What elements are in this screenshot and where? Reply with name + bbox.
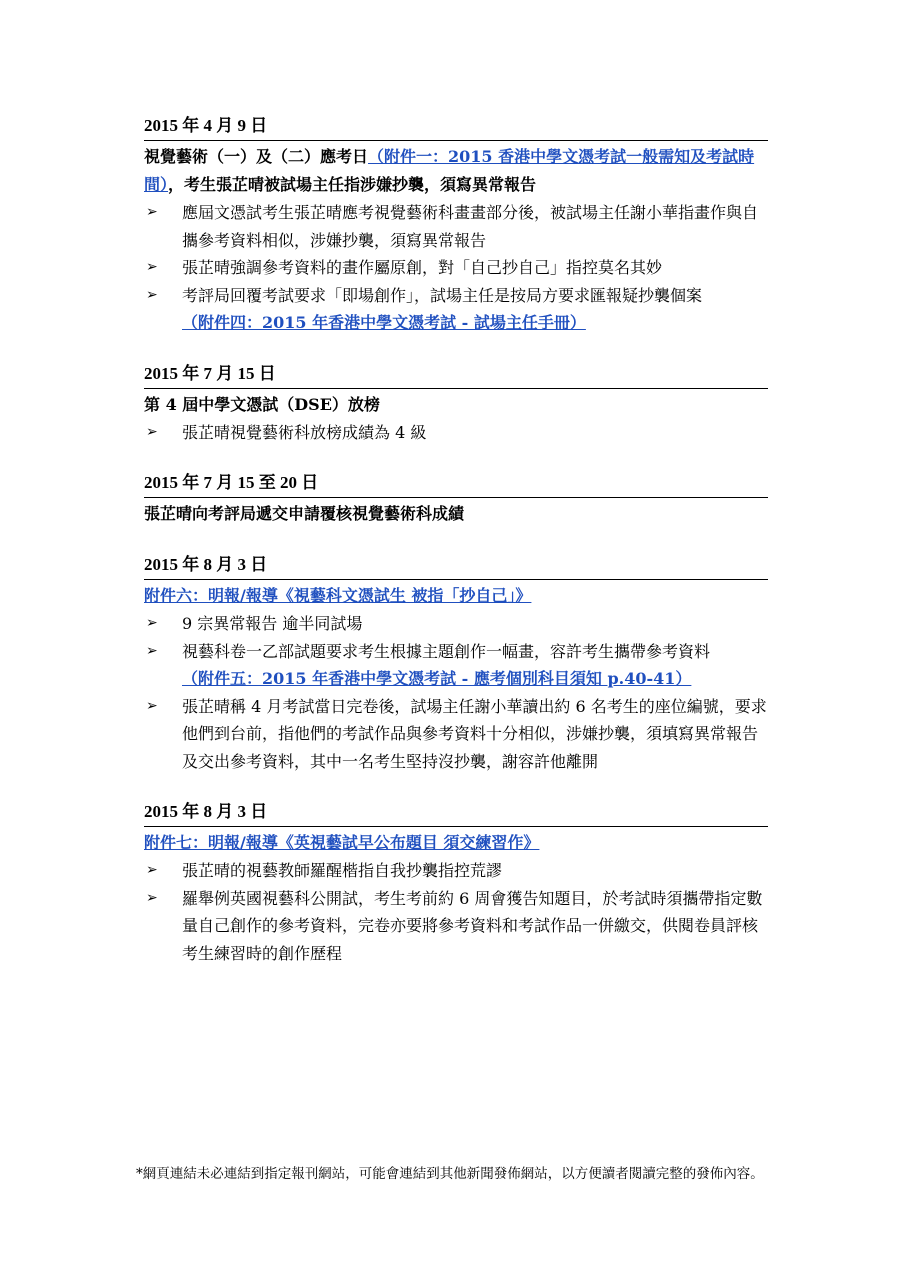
timeline-section [144,113,768,337]
list-item-text: 張芷晴視覺藝術科放榜成績為 4 級 [182,422,427,442]
section-date: 2015 年 8 月 3 日 [144,799,768,827]
list-item [144,693,768,776]
section-title: 第 4 屆中學文憑試（DSE）放榜 [144,394,380,414]
attachment-link[interactable]: 附件六：明報/報導《視藝科文憑試生 被指「抄自己」》 [144,586,532,605]
list-item-text: 張芷晴的視藝教師羅醒楷指自我抄襲指控荒謬 [182,861,503,880]
section-title [144,829,768,857]
bullet-list [144,610,768,775]
list-item [144,419,768,447]
timeline-section [144,470,768,528]
section-date: 2015 年 4 月 9 日 [144,113,768,141]
list-item [144,857,768,885]
arrow-bullet-icon: ➢ [146,423,158,440]
arrow-bullet-icon: ➢ [146,615,158,631]
arrow-bullet-icon: ➢ [146,889,158,906]
list-item [144,254,768,282]
section-title-text: 視覺藝術（一）及（二）應考日 [144,147,369,166]
attachment-link[interactable]: （附件五：2015 年香港中學文憑考試 - 應考個別科目須知 p.40-41） [182,669,692,688]
list-item-text: 視藝科卷一乙部試題要求考生根據主題創作一幅畫，容許考生攜帶參考資料 [182,641,711,661]
attachment-link[interactable]: （附件一：2015 香港中學文憑考試一般需知及考試時間） [144,147,755,194]
section-title: 張芷晴向考評局遞交申請覆核視覺藝術科成績 [144,504,465,523]
timeline-section [144,361,768,447]
list-item-text: 張芷晴強調參考資料的畫作屬原創，對「自己抄自己」指控莫名其妙 [182,258,663,277]
section-date: 2015 年 7 月 15 日 [144,361,768,389]
attachment-link[interactable]: （附件四：2015 年香港中學文憑考試 - 試場主任手冊） [182,313,586,332]
list-item [144,610,768,638]
list-item [144,282,768,337]
arrow-bullet-icon: ➢ [146,259,158,275]
list-item [144,638,768,693]
bullet-list [144,199,768,337]
arrow-bullet-icon: ➢ [146,642,158,659]
list-item [144,885,768,968]
section-title-suffix: ，考生張芷晴被試場主任指涉嫌抄襲，須寫異常報告 [168,175,537,194]
arrow-bullet-icon: ➢ [146,697,158,714]
list-item-text: 張芷晴稱 4 月考試當日完卷後，試場主任謝小華讀出約 6 名考生的座位編號，要求他們到台前，指他們的考試作品與參考資料十分相似，涉嫌抄襲，須填寫異常報告及交出參考資料，其中一名考生堅持沒抄襲，謝容許他離開 [182,696,767,771]
arrow-bullet-icon: ➢ [146,286,158,303]
timeline [144,113,768,967]
bullet-list [144,419,768,447]
list-item-text: 應屆文憑試考生張芷晴應考視覺藝術科畫畫部分後，被試場主任謝小華指畫作與自攜參考資料相似，涉嫌抄襲，須寫異常報告 [182,203,759,250]
section-title [144,582,768,610]
list-item-text: 考評局回覆考試要求「即場創作」，試場主任是按局方要求匯報疑抄襲個案 [182,285,703,305]
list-item [144,199,768,254]
list-item-text: 9 宗異常報告 逾半同試場 [182,614,363,633]
arrow-bullet-icon: ➢ [146,862,158,878]
footnote: *網頁連結未必連結到指定報刊網站，可能會連結到其他新聞發佈網站，以方便讀者閱讀完整的發佈內容。 [136,1166,764,1182]
list-item-text: 羅舉例英國視藝科公開試，考生考前約 6 周會獲告知題目，於考試時須攜帶指定數量自己創作的參考資料，完卷亦要將參考資料和考試作品一併繳交，供閱卷員評核考生練習時的創作歷程 [182,888,763,963]
timeline-section [144,552,768,775]
section-date: 2015 年 8 月 3 日 [144,552,768,580]
section-title [144,143,768,199]
attachment-link[interactable]: 附件七：明報/報導《英視藝試早公布題目 須交練習作》 [144,833,540,852]
arrow-bullet-icon: ➢ [146,204,158,220]
timeline-section [144,799,768,967]
section-date: 2015 年 7 月 15 至 20 日 [144,470,768,498]
bullet-list [144,857,768,967]
